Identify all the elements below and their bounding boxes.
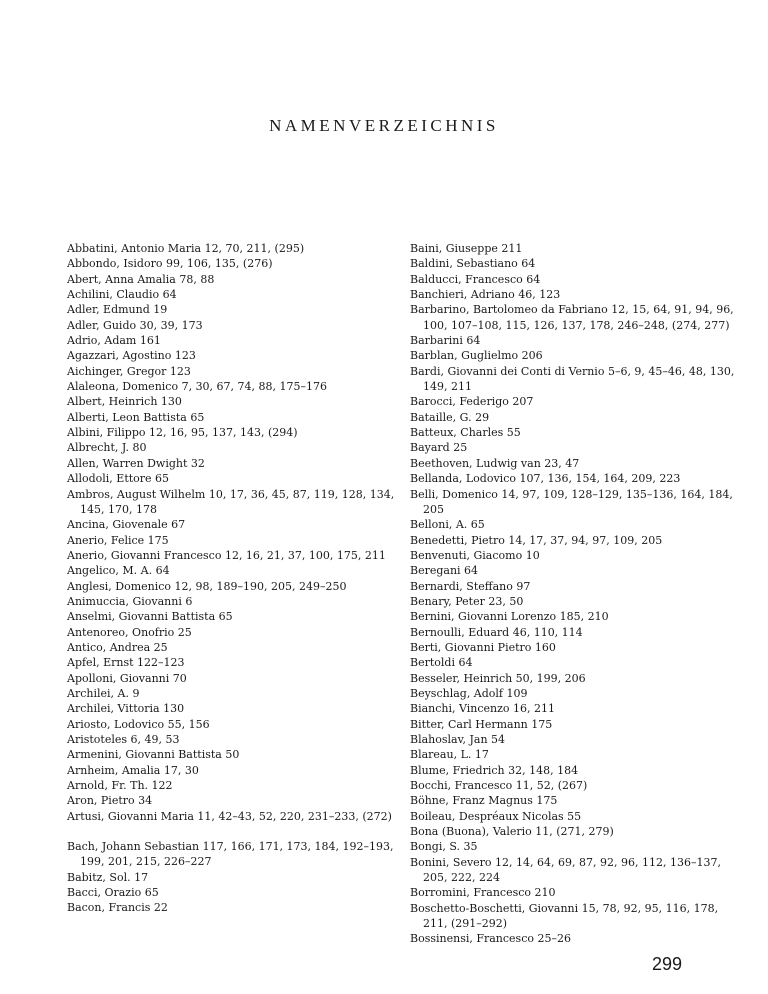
index-entry: Albrecht, J. 80	[67, 441, 147, 455]
index-entry: Armenini, Giovanni Battista 50	[67, 748, 240, 762]
index-entry: Babitz, Sol. 17	[67, 870, 149, 884]
page-title: NAMENVERZEICHNIS	[269, 116, 499, 135]
index-entry: Antenoreo, Onofrio 25	[67, 625, 192, 639]
index-entry: Böhne, Franz Magnus 175	[410, 794, 558, 808]
index-entry: Apolloni, Giovanni 70	[67, 671, 187, 685]
index-entry: Bernardi, Steffano 97	[410, 579, 531, 593]
index-entry: Adler, Edmund 19	[67, 303, 168, 317]
index-entry: Beethoven, Ludwig van 23, 47	[410, 456, 580, 470]
index-entry: Allodoli, Ettore 65	[67, 472, 170, 486]
index-entry: Barocci, Federigo 207	[410, 395, 534, 409]
index-entry: Anerio, Felice 175	[67, 533, 169, 547]
index-entry: Boileau, Despréaux Nicolas 55	[410, 809, 582, 823]
page-number: 299	[652, 954, 683, 974]
index-column-right	[410, 241, 746, 947]
index-entry: Adrio, Adam 161	[67, 334, 161, 348]
index-entry: Archilei, Vittoria 130	[67, 702, 185, 716]
index-entry: Bayard 25	[410, 441, 468, 455]
index-entry: Alaleona, Domenico 7, 30, 67, 74, 88, 175–176	[67, 380, 328, 394]
index-entry: Anerio, Giovanni Francesco 12, 16, 21, 37, 100, 175, 211	[67, 548, 386, 562]
index-entry: Ariosto, Lodovico 55, 156	[67, 717, 210, 731]
index-entry: Abert, Anna Amalia 78, 88	[67, 272, 215, 286]
index-entry: Belloni, A. 65	[410, 518, 485, 532]
index-entry: Balducci, Francesco 64	[410, 272, 541, 286]
index-entry: Abbondo, Isidoro 99, 106, 135, (276)	[67, 257, 273, 271]
index-entry: Batteux, Charles 55	[410, 426, 521, 440]
index-entry: Bertoldi 64	[410, 656, 473, 670]
index-entry: Blareau, L. 17	[410, 748, 489, 762]
index-entry: Blahoslav, Jan 54	[410, 733, 506, 746]
index-entry: Aichinger, Gregor 123	[67, 364, 191, 378]
index-entry: Bitter, Carl Hermann 175	[410, 717, 553, 731]
index-entry: Adler, Guido 30, 39, 173	[67, 318, 203, 332]
index-entry: Angelico, M. A. 64	[67, 564, 170, 578]
index-entry: Anglesi, Domenico 12, 98, 189–190, 205, 249–250	[67, 579, 347, 593]
index-entry: Benedetti, Pietro 14, 17, 37, 94, 97, 109, 205	[410, 533, 663, 547]
index-entry: Blume, Friedrich 32, 148, 184	[410, 763, 579, 777]
index-entry: Belli, Domenico 14, 97, 109, 128–129, 135–136, 164, 184, 205	[410, 487, 733, 516]
index-entry: Alberti, Leon Battista 65	[67, 410, 205, 424]
index-entry: Bardi, Giovanni dei Conti di Vernio 5–6, 9, 45–46, 48, 130, 149, 211	[410, 364, 735, 394]
index-entry: Bataille, G. 29	[410, 410, 490, 424]
index-entry: Bellanda, Lodovico 107, 136, 154, 164, 209, 223	[410, 472, 681, 486]
index-entry: Borromini, Francesco 210	[410, 886, 556, 900]
index-entry: Bianchi, Vincenzo 16, 211	[410, 702, 556, 716]
index-entry: Ancina, Giovenale 67	[67, 518, 186, 532]
index-entry: Bocchi, Francesco 11, 52, (267)	[410, 779, 588, 793]
index-entry: Bernoulli, Eduard 46, 110, 114	[410, 625, 583, 639]
index-entry: Archilei, A. 9	[67, 686, 140, 700]
index-entry: Bonini, Severo 12, 14, 64, 69, 87, 92, 96, 112, 136–137, 205, 222, 224	[410, 855, 721, 885]
index-gap	[67, 824, 403, 839]
index-entry: Boschetto-Boschetti, Giovanni 15, 78, 92, 95, 116, 178, 211, (291–292)	[410, 901, 719, 931]
index-entry: Bona (Buona), Valerio 11, (271, 279)	[410, 825, 614, 839]
index-entry: Artusi, Giovanni Maria 11, 42–43, 52, 220, 231–233, (272)	[67, 809, 392, 823]
index-entry: Beregani 64	[410, 564, 479, 578]
index-entry: Aron, Pietro 34	[67, 794, 153, 808]
index-entry: Berti, Giovanni Pietro 160	[410, 640, 556, 654]
index-entry: Apfel, Ernst 122–123	[67, 656, 185, 670]
index-entry: Aristoteles 6, 49, 53	[67, 733, 180, 746]
index-entry: Agazzari, Agostino 123	[67, 349, 196, 363]
index-entry: Bach, Johann Sebastian 117, 166, 171, 173, 184, 192–193, 199, 201, 215, 226–227	[67, 840, 394, 869]
index-column-left	[67, 241, 403, 916]
index-entry: Abbatini, Antonio Maria 12, 70, 211, (295)	[67, 242, 305, 255]
index-entry: Beyschlag, Adolf 109	[410, 686, 528, 700]
index-entry: Bossinensi, Francesco 25–26	[410, 932, 571, 946]
index-entry: Barbarini 64	[410, 334, 481, 348]
index-entry: Benvenuti, Giacomo 10	[410, 548, 540, 562]
index-entry: Bacci, Orazio 65	[67, 886, 159, 900]
index-entry: Albini, Filippo 12, 16, 95, 137, 143, (294)	[67, 426, 298, 440]
index-entry: Anselmi, Giovanni Battista 65	[67, 610, 233, 624]
index-entry: Bacon, Francis 22	[67, 901, 168, 915]
index-entry: Ambros, August Wilhelm 10, 17, 36, 45, 87, 119, 128, 134, 145, 170, 178	[67, 487, 395, 516]
index-entry: Barbarino, Bartolomeo da Fabriano 12, 15, 64, 91, 94, 96, 100, 107–108, 115, 126, 137, 178, 246–248, (274, 277)	[410, 303, 734, 332]
index-entry: Animuccia, Giovanni 6	[67, 594, 193, 608]
index-entry: Bernini, Giovanni Lorenzo 185, 210	[410, 610, 609, 624]
index-entry: Antico, Andrea 25	[67, 640, 168, 654]
index-entry: Allen, Warren Dwight 32	[67, 456, 205, 470]
index-entry: Baldini, Sebastiano 64	[410, 257, 536, 271]
index-entry: Banchieri, Adriano 46, 123	[410, 288, 561, 302]
index-entry: Arnheim, Amalia 17, 30	[67, 763, 199, 777]
index-entry: Barblan, Guglielmo 206	[410, 349, 543, 363]
index-entry: Achilini, Claudio 64	[67, 288, 177, 302]
index-entry: Arnold, Fr. Th. 122	[67, 779, 173, 793]
index-entry: Albert, Heinrich 130	[67, 395, 182, 409]
index-entry: Bongi, S. 35	[410, 840, 478, 854]
index-entry: Benary, Peter 23, 50	[410, 594, 524, 608]
index-entry: Baini, Giuseppe 211	[410, 242, 523, 255]
index-entry: Besseler, Heinrich 50, 199, 206	[410, 671, 586, 685]
